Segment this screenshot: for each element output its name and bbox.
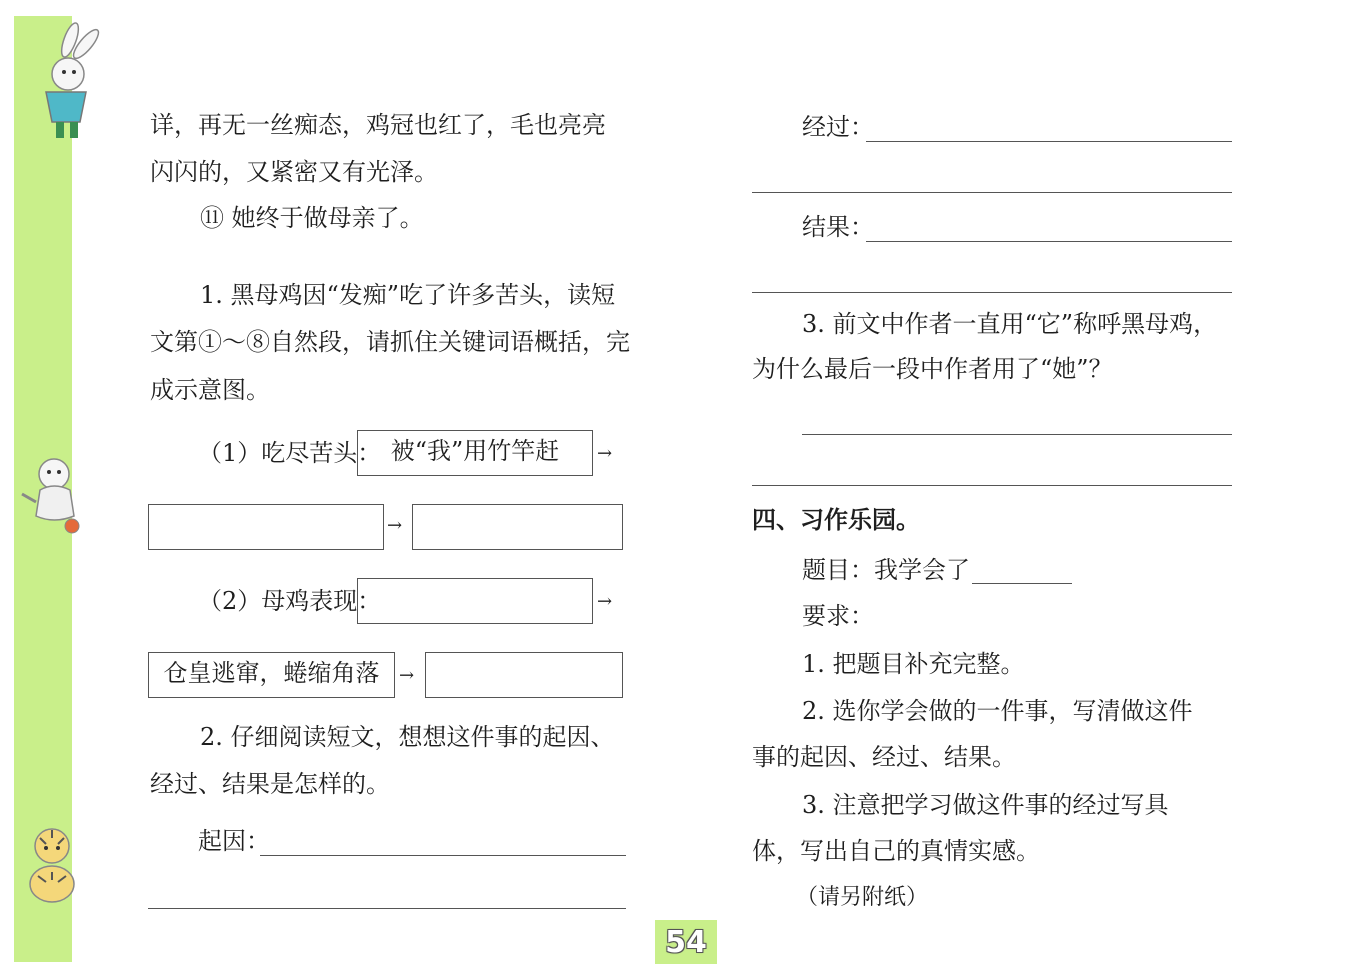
requirement-2-line1: 2. 选你学会做的一件事，写清做这件 xyxy=(802,697,1193,725)
question-2-line2: 经过、结果是怎样的。 xyxy=(150,770,390,798)
result-answer-line-2[interactable] xyxy=(752,292,1232,293)
rabbit-cartoon-icon xyxy=(20,22,104,142)
question-3-answer-line-2[interactable] xyxy=(752,485,1232,486)
diagram-box-given-1: 被“我”用竹竿赶 xyxy=(357,430,593,476)
question-2-line1: 2. 仔细阅读短文，想想这件事的起因、 xyxy=(200,723,615,751)
topic-label: 题目：我学会了 xyxy=(802,556,970,584)
process-label: 经过： xyxy=(802,113,874,141)
tiger-cartoon-icon xyxy=(18,822,88,908)
page-number: 54 xyxy=(655,920,717,964)
continued-text-line1: 详，再无一丝痴态，鸡冠也红了，毛也亮亮 xyxy=(150,111,606,139)
cat-cartoon-icon xyxy=(18,452,94,538)
question-1-line3: 成示意图。 xyxy=(150,376,270,404)
process-answer-line-2[interactable] xyxy=(752,192,1232,193)
diagram-arrow-1: → xyxy=(597,443,613,464)
process-answer-line[interactable] xyxy=(866,141,1232,142)
continued-text-line2: 闪闪的，又紧密又有光泽。 xyxy=(150,158,438,186)
requirement-2-line2: 事的起因、经过、结果。 xyxy=(752,743,1016,771)
question-3-line2: 为什么最后一段中作者用了“她”？ xyxy=(752,355,1113,383)
cause-answer-line[interactable] xyxy=(260,855,626,856)
requirement-3-line2: 体，写出自己的真情实感。 xyxy=(752,837,1040,865)
diagram-answer-box-2[interactable] xyxy=(412,504,623,550)
diagram-arrow-4: → xyxy=(399,665,415,686)
topic-blank-line[interactable] xyxy=(972,583,1072,584)
requirement-3-line1: 3. 注意把学习做这件事的经过写具 xyxy=(802,791,1169,819)
diagram-arrow-3: → xyxy=(597,591,613,612)
diagram-arrow-2: → xyxy=(387,515,403,536)
paragraph-11: ⑪ 她终于做母亲了。 xyxy=(200,204,424,232)
question-3-answer-line[interactable] xyxy=(802,434,1232,435)
question-1-line2: 文第①～⑧自然段，请抓住关键词语概括，完 xyxy=(150,328,630,356)
requirements-label: 要求： xyxy=(802,602,874,630)
sub-question-2-label: （2）母鸡表现： xyxy=(198,587,382,615)
diagram-box-given-2: 仓皇逃窜，蜷缩角落 xyxy=(148,652,395,698)
question-3-line1: 3. 前文中作者一直用“它”称呼黑母鸡， xyxy=(802,310,1218,338)
diagram-answer-box-3[interactable] xyxy=(357,578,593,624)
cause-answer-line-2[interactable] xyxy=(148,908,626,909)
diagram-answer-box-1[interactable] xyxy=(148,504,384,550)
section-4-title: 四、习作乐园。 xyxy=(752,506,920,534)
requirement-1: 1. 把题目补充完整。 xyxy=(802,650,1025,678)
result-answer-line[interactable] xyxy=(866,241,1232,242)
cause-label: 起因： xyxy=(198,827,270,855)
diagram-answer-box-4[interactable] xyxy=(425,652,623,698)
sub-question-1-label: （1）吃尽苦头： xyxy=(198,439,382,467)
question-1-line1: 1. 黑母鸡因“发痴”吃了许多苦头，读短 xyxy=(200,281,616,309)
attach-paper-note: （请另附纸） xyxy=(796,885,929,910)
result-label: 结果： xyxy=(802,213,874,241)
